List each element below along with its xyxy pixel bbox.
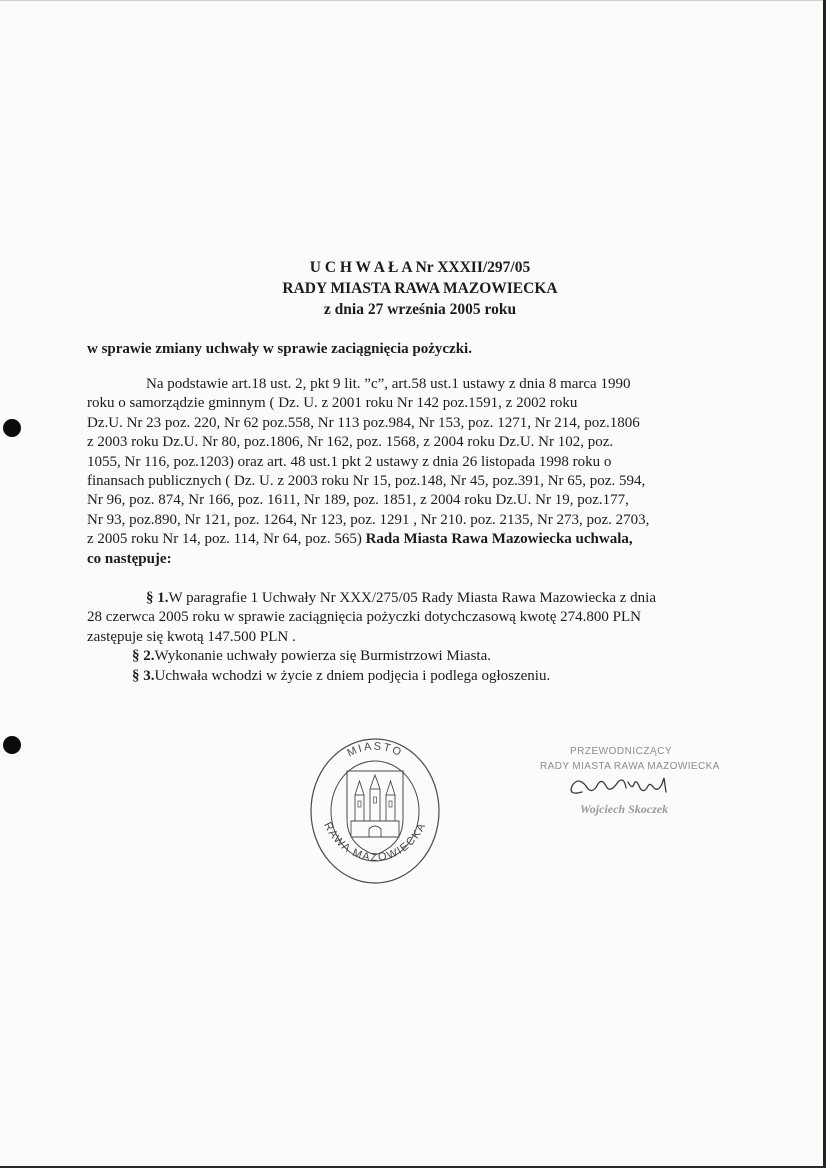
section-1-text: W paragrafie 1 Uchwały Nr XXX/275/05 Rady Miasta Rawa Mazowiecka z dnia (168, 590, 656, 606)
section-3-text: Uchwała wchodzi w życie z dniem podjęcia i podlega ogłoszeniu. (154, 667, 551, 684)
seal-top-text: MIASTO (345, 740, 405, 760)
city-seal-stamp (309, 737, 441, 885)
preamble-line: Nr 96, poz. 874, Nr 166, poz. 1611, Nr 189, poz. 1851, z 2004 roku Dz.U. Nr 19, poz.177, (87, 492, 629, 509)
preamble-paragraph (87, 375, 717, 569)
enacting-clause-end: co następuje: (87, 550, 172, 567)
resolution-title: U C H W A Ł A Nr XXXII/297/05 (309, 259, 531, 276)
section-3-mark: § 3. (132, 667, 155, 684)
section-2-mark: § 2. (132, 648, 155, 665)
enacting-clause: Rada Miasta Rawa Mazowiecka uchwala, (365, 531, 633, 548)
preamble-line: 1055, Nr 116, poz.1203) oraz art. 48 ust.1 pkt 2 ustawy z dnia 26 listopada 1998 roku o (87, 453, 612, 470)
scan-edge-top (0, 0, 826, 1)
preamble-line: Nr 93, poz.890, Nr 121, poz. 1264, Nr 123, poz. 1291 , Nr 210. poz. 2135, Nr 273, poz. 2703, (87, 511, 650, 528)
section-1-line: 28 czerwca 2005 roku w sprawie zaciągnięcia pożyczki dotychczasową kwotę 274.800 PLN (87, 609, 641, 626)
handwritten-signature (562, 772, 692, 806)
section-3 (87, 667, 717, 686)
section-1-mark: § 1. (146, 590, 169, 606)
preamble-line: finansach publicznych ( Dz. U. z 2003 roku Nr 15, poz.148, Nr 45, poz.391, Nr 65, poz. 594, (87, 473, 646, 490)
preamble-line: Dz.U. Nr 23 poz. 220, Nr 62 poz.558, Nr 113 poz.984, Nr 153, poz. 1271, Nr 214, poz.1806 (87, 414, 640, 431)
preamble-line: roku o samorządzie gminnym ( Dz. U. z 2001 roku Nr 142 poz.1591, z 2002 roku (87, 395, 578, 412)
resolution-subject: w sprawie zmiany uchwały w sprawie zaciągnięcia pożyczki. (87, 341, 472, 357)
preamble-line (87, 530, 717, 549)
seal-bottom-text: RAWA MAZOWIECKA (321, 820, 429, 864)
council-name: RADY MIASTA RAWA MAZOWIECKA (282, 280, 558, 297)
preamble-line-text: z 2005 roku Nr 14, poz. 114, Nr 64, poz. 565) (87, 531, 366, 548)
resolution-date: z dnia 27 września 2005 roku (323, 301, 517, 318)
preamble-line: Na podstawie art.18 ust. 2, pkt 9 lit. ”c”, art.58 ust.1 ustawy z dnia 8 marca 1990 (146, 376, 631, 392)
section-1-line: zastępuje się kwotą 147.500 PLN . (87, 628, 296, 645)
punch-hole-bottom (3, 736, 21, 754)
section-1 (87, 589, 717, 608)
section-2-text: Wykonanie uchwały powierza się Burmistrzowi Miasta. (154, 648, 492, 665)
punch-hole-top (3, 419, 21, 437)
sections (87, 589, 717, 686)
signature-block (540, 746, 740, 826)
signatory-name: Wojciech Skoczek (580, 802, 669, 816)
section-2 (87, 647, 717, 666)
preamble-line: z 2003 roku Dz.U. Nr 80, poz.1806, Nr 162, poz. 1568, z 2004 roku Dz.U. Nr 102, poz. (87, 434, 614, 451)
signature-title-1: PRZEWODNICZĄCY (570, 746, 672, 757)
signature-title-2: RADY MIASTA RAWA MAZOWIECKA (540, 761, 720, 772)
